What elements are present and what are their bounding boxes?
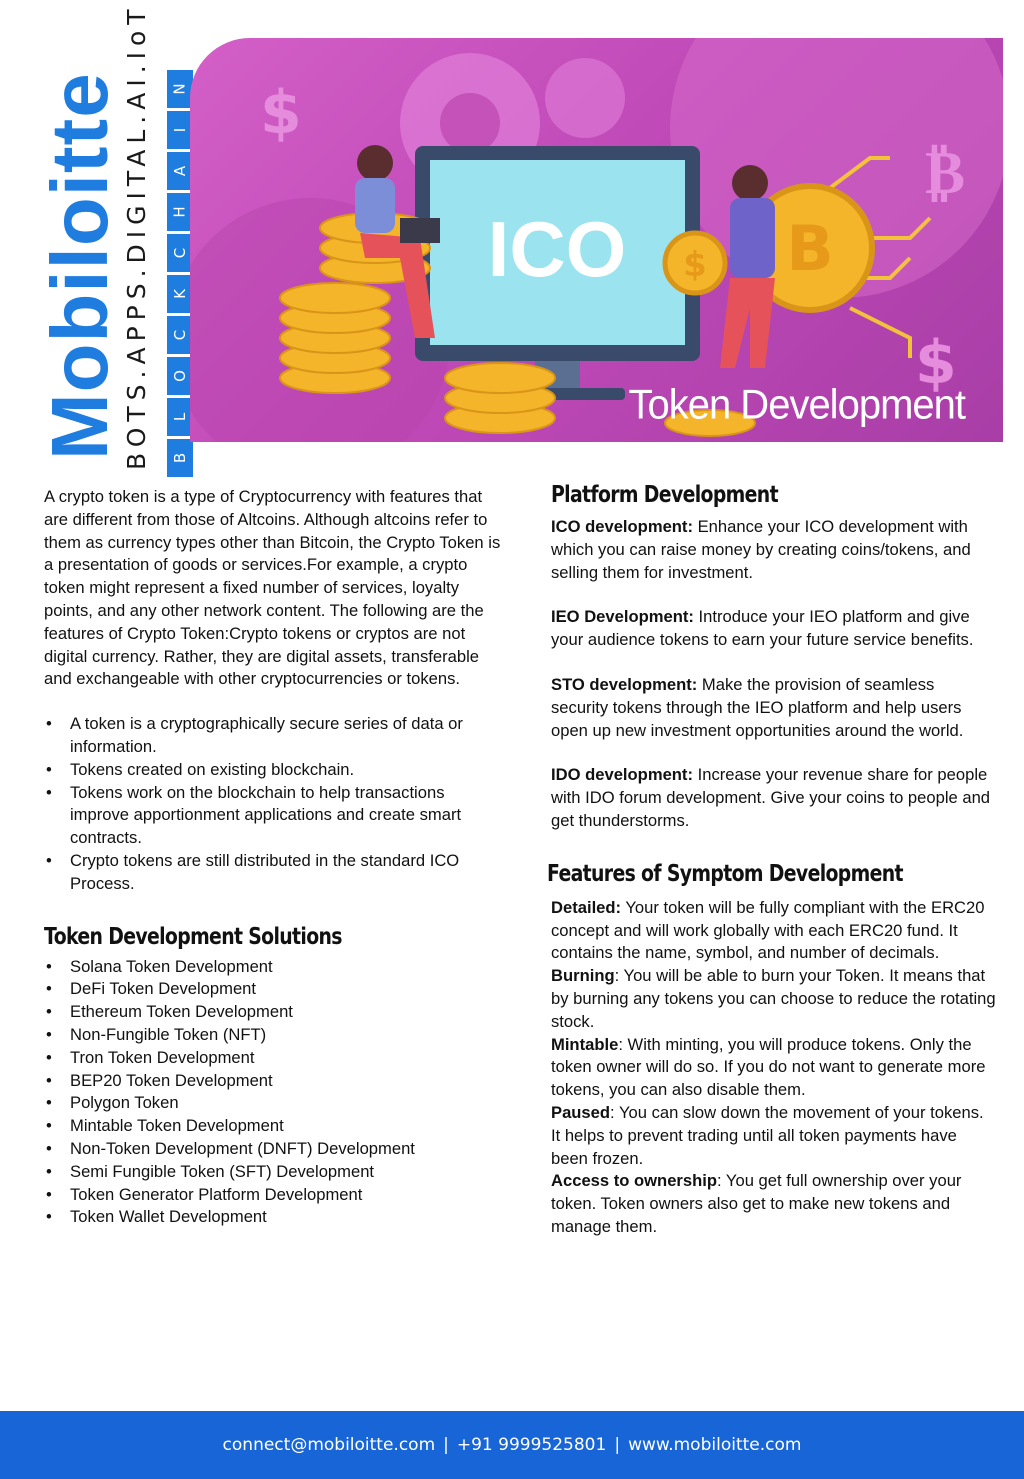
brand-box: O: [167, 357, 193, 395]
footer-separator: |: [443, 1435, 449, 1455]
feature-detailed: Detailed: Your token will be fully compliant with the ERC20 concept and will work globally with each ERC20 fund. It contains the name, symbol, and number of decimals.: [551, 897, 985, 963]
right-column: [547, 482, 996, 1239]
list-item: • BEP20 Token Development: [44, 1070, 504, 1093]
brand-box: C: [167, 316, 193, 354]
list-item: • Token Wallet Development: [44, 1206, 504, 1229]
list-item: • Tokens work on the blockchain to help transactions improve apportionment applications and create smart contracts.: [44, 782, 504, 850]
feature-ownership: Access to ownership: You get full ownership over your token. Token owners also get to make new tokens and manage them.: [551, 1171, 962, 1236]
footer-email-link[interactable]: connect@mobiloitte.com: [222, 1435, 436, 1455]
list-item: • Non-Fungible Token (NFT): [44, 1024, 504, 1047]
bitcoin-icon: ₿: [925, 138, 966, 208]
feature-burning: Burning: You will be able to burn your Token. It means that by burning any tokens you can choose to reduce the rotating stock.: [551, 966, 996, 1031]
list-item: • Non-Token Development (DNFT) Development: [44, 1138, 504, 1161]
list-item: • Ethereum Token Development: [44, 1001, 504, 1024]
brand-box: N: [167, 70, 193, 108]
solutions-heading: Token Development Solutions: [44, 923, 342, 950]
list-item: • Tron Token Development: [44, 1047, 504, 1070]
features-list: [551, 897, 996, 1239]
list-item: • Mintable Token Development: [44, 1115, 504, 1138]
brand-box: A: [167, 152, 193, 190]
footer-contact-bar: [0, 1411, 1024, 1479]
list-item: • Tokens created on existing blockchain.: [44, 759, 504, 782]
brand-block: [22, 3, 189, 470]
platform-item-ieo: IEO Development: Introduce your IEO platform and give your audience tokens to earn your future service benefits.: [551, 607, 974, 650]
svg-text:$: $: [683, 245, 707, 285]
list-item: • DeFi Token Development: [44, 978, 504, 1001]
platform-item-ico: ICO development: Enhance your ICO development with which you can raise money by creating coins/tokens, and selling them for investment.: [551, 517, 971, 582]
brand-box: B: [167, 439, 193, 477]
intro-paragraph: A crypto token is a type of Cryptocurrency with features that are different from those of Altcoins. Although altcoins refer to them as currency types other than Bitcoin, the Crypto Token is a presentation of goods or services.For example, a crypto token might represent a fixed number of services, loyalty points, and any other network content. The following are the features of Crypto Token:Crypto tokens or cryptos are not digital currency. Rather, they are digital assets, transferable and exchangeable with other cryptocurrencies or tokens.: [44, 487, 501, 689]
features-heading: Features of Symptom Development: [547, 860, 903, 887]
left-column: [44, 486, 504, 1229]
platform-item-sto: STO development: Make the provision of seamless security tokens through the IEO platform and help users open up new investment opportunities around the world.: [551, 674, 964, 740]
svg-text:$: $: [915, 328, 957, 398]
list-item: • Crypto tokens are still distributed in the standard ICO Process.: [44, 850, 504, 896]
brand-box: L: [167, 398, 193, 436]
platform-heading: Platform Development: [551, 482, 778, 508]
list-item: • A token is a cryptographically secure series of data or information.: [44, 713, 504, 759]
footer-phone-link[interactable]: +91 9999525801: [456, 1435, 607, 1455]
list-item: • Token Generator Platform Development: [44, 1184, 504, 1207]
list-item: • Solana Token Development: [44, 956, 504, 979]
dollar-icon: $: [260, 78, 302, 148]
brand-box: H: [167, 193, 193, 231]
ico-screen-text: ICO: [487, 205, 627, 293]
solutions-list: [44, 956, 504, 1230]
brand-logo: Mobiloitte: [35, 72, 124, 460]
footer-website-link[interactable]: www.mobiloitte.com: [628, 1435, 802, 1455]
hero-title: Token Development: [628, 381, 965, 429]
list-item: • Semi Fungible Token (SFT) Development: [44, 1161, 504, 1184]
token-features-list: [44, 713, 504, 895]
brand-box: I: [167, 111, 193, 149]
platform-item-ido: IDO development: Increase your revenue share for people with IDO forum development. Give your coins to people and get thunderstorms.: [551, 765, 991, 830]
hero-banner: [190, 38, 1003, 442]
list-item: • Polygon Token: [44, 1092, 504, 1115]
brand-box: C: [167, 234, 193, 272]
feature-mintable: Mintable: With minting, you will produce tokens. Only the token owner will do so. If you do not want to generate more tokens, you can also disable them.: [551, 1034, 986, 1100]
feature-paused: Paused: You can slow down the movement of your tokens. It helps to prevent trading until all token payments have been frozen.: [551, 1102, 984, 1168]
footer-separator: |: [614, 1435, 621, 1455]
brand-box: K: [167, 275, 193, 313]
brand-tagline: BOTS.APPS.DIGITAL.AI.IoT: [122, 3, 151, 470]
svg-text:B: B: [786, 212, 834, 285]
